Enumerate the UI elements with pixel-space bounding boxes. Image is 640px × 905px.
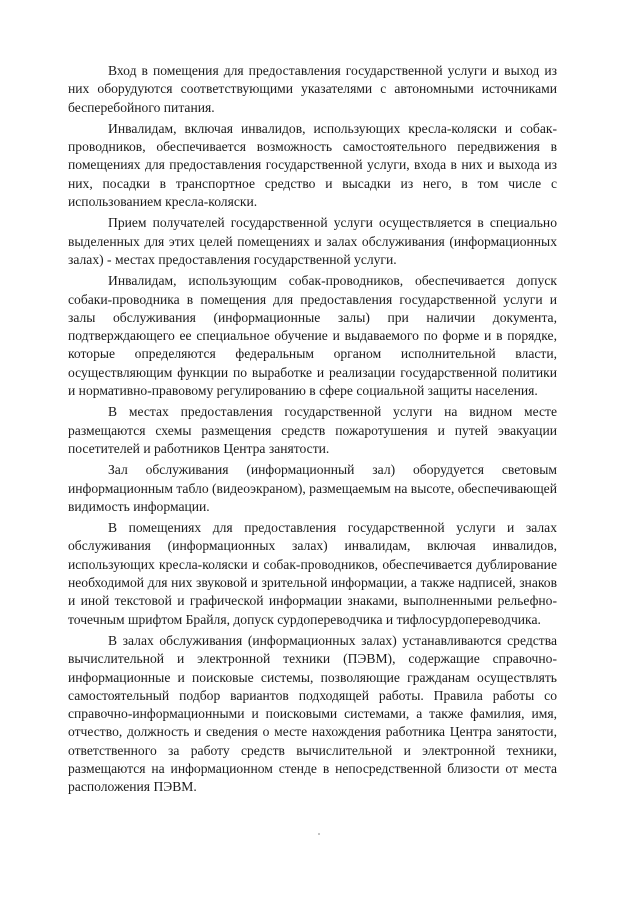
paragraph-duplication: В помещениях для предоставления государственной услуги и залах обслуживания (информационных залах) инвалидам, включая инвалидов, использующих кресла-коляски и собак-проводников, обеспечивается дублирование необходимой для них звуковой и зрительной информации, а также надписей, знаков и иной текстовой и графической информации знаками, выполненными рельефно-точечным шрифтом Брайля, допуск сурдопереводчика и тифлосурдопереводчика. bbox=[68, 520, 557, 627]
paragraph-reception: Прием получателей государственной услуги осуществляется в специально выделенных для этих целей помещениях и залах обслуживания (информационных залах) - местах предоставления государственной услуги. bbox=[68, 215, 557, 267]
paragraph-computers: В залах обслуживания (информационных залах) устанавливаются средства вычислительной и электронной техники (ПЭВМ), содержащие справочно-информационные и поисковые системы, позволяющие гражданам осуществлять самостоятельный подбор вариантов подходящей работы. Правила работы со справочно-информационными и поисковыми системами, а также фамилия, имя, отчество, должность и сведения о месте нахождения работника Центра занятости, ответственного за работу средств вычислительной и электронной техники, размещаются на информационном стенде в непосредственной близости от места расположения ПЭВМ. bbox=[68, 632, 557, 795]
scan-speck bbox=[318, 833, 320, 835]
paragraph-mobility: Инвалидам, включая инвалидов, использующих кресла-коляски и собак-проводников, обеспечивается возможность самостоятельного передвижения в помещениях для предоставления государственной услуги, входа в них и выхода из них, посадки в транспортное средство и высадки из него, в том числе с использованием кресла-коляски. bbox=[68, 120, 557, 210]
paragraph-entrance: Вход в помещения для предоставления государственной услуги и выход из них оборудуются соответствующими указателями с автономными источниками бесперебойного питания. bbox=[68, 63, 557, 115]
document-body bbox=[68, 62, 557, 800]
paragraph-evacuation: В местах предоставления государственной услуги на видном месте размещаются схемы размещения средств пожаротушения и путей эвакуации посетителей и работников Центра занятости. bbox=[68, 404, 557, 456]
paragraph-display-board: Зал обслуживания (информационный зал) оборудуется световым информационным табло (видеоэкраном), размещаемым на высоте, обеспечивающей видимость информации. bbox=[68, 462, 557, 514]
paragraph-guide-dogs: Инвалидам, использующим собак-проводников, обеспечивается допуск собаки-проводника в помещения для предоставления государственной услуги и залы обслуживания (информационные залы) при наличии документа, подтверждающего ее специальное обучение и выдаваемого по форме и в порядке, которые определяются федеральным органом исполнительной власти, осуществляющим функции по выработке и реализации государственной политики и нормативно-правовому регулированию в сфере социальной защиты населения. bbox=[68, 273, 557, 399]
